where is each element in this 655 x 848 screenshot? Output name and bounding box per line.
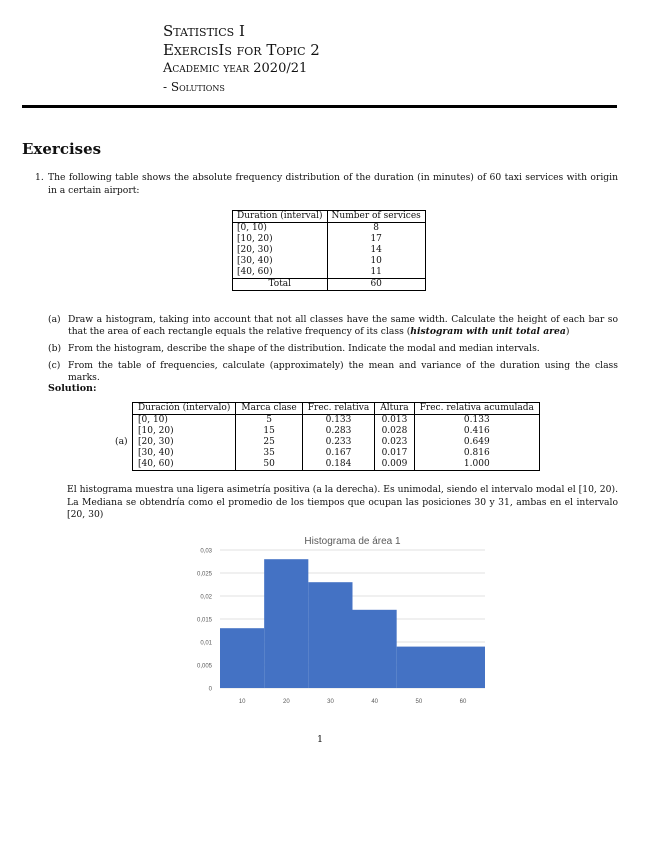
histogram-bar xyxy=(308,582,352,688)
histogram-bar xyxy=(397,647,485,688)
x-tick-label: 10 xyxy=(238,699,246,705)
histogram-bar xyxy=(220,628,264,688)
y-tick-label: 0,015 xyxy=(196,617,212,624)
histogram-chart xyxy=(190,530,500,710)
exercise-1-text: The following table shows the absolute frequency distribution of the duration (in minutes) of 60 taxi services with origin in a certain airport: xyxy=(48,172,618,196)
table-row xyxy=(133,437,540,448)
sol-cell: 0.649 xyxy=(414,437,539,448)
total-row xyxy=(233,279,426,291)
freq-interval: [20, 30) xyxy=(233,245,328,256)
sol-header-interval: Duración (intervalo) xyxy=(133,403,236,415)
list-item xyxy=(48,360,618,384)
sol-cell: 0.167 xyxy=(302,448,374,459)
x-tick-label: 40 xyxy=(371,699,379,705)
freq-header-services: Number of services xyxy=(327,211,425,223)
x-tick-label: 60 xyxy=(459,699,467,705)
table-row xyxy=(133,426,540,437)
sol-cell: 50 xyxy=(236,459,302,471)
solution-table xyxy=(132,402,540,471)
histogram-bar xyxy=(264,559,308,688)
solution-heading: Solution: xyxy=(48,383,97,394)
sol-header-height: Altura xyxy=(375,403,414,415)
table-row xyxy=(133,448,540,459)
sol-cell: 35 xyxy=(236,448,302,459)
list-item xyxy=(48,314,618,338)
table-row xyxy=(233,223,426,235)
sol-cell: [30, 40) xyxy=(133,448,236,459)
header-rule xyxy=(22,105,617,108)
sol-header-cum-freq: Frec. relativa acumulada xyxy=(414,403,539,415)
section-title: Exercises xyxy=(22,140,102,158)
freq-count: 11 xyxy=(327,267,425,279)
total-label: Total xyxy=(233,279,328,291)
chart-title: Histograma de área 1 xyxy=(304,536,401,547)
y-tick-label: 0,01 xyxy=(200,640,212,647)
exercise-number: 1. xyxy=(35,172,44,183)
sol-cell: 15 xyxy=(236,426,302,437)
item-label: (a) xyxy=(48,314,61,325)
table-row xyxy=(233,234,426,245)
table-row xyxy=(133,415,540,427)
course-title: Statistics I xyxy=(163,22,245,40)
sol-cell: 0.013 xyxy=(375,415,414,427)
y-tick-label: 0,005 xyxy=(196,663,212,670)
sol-cell: 1.000 xyxy=(414,459,539,471)
freq-interval: [0, 10) xyxy=(233,223,328,235)
frequency-table xyxy=(232,210,426,291)
freq-count: 8 xyxy=(327,223,425,235)
y-tick-label: 0,025 xyxy=(196,571,212,578)
sol-cell: [10, 20) xyxy=(133,426,236,437)
item-text: From the table of frequencies, calculate (approximately) the mean and variance of the duration using the class marks. xyxy=(68,360,618,383)
freq-interval: [40, 60) xyxy=(233,267,328,279)
y-tick-label: 0 xyxy=(208,686,212,693)
sol-cell: [40, 60) xyxy=(133,459,236,471)
item-text: From the histogram, describe the shape of the distribution. Indicate the modal and median intervals. xyxy=(68,343,540,354)
item-label: (b) xyxy=(48,343,62,354)
sol-header-class-mark: Marca clase xyxy=(236,403,302,415)
sol-cell: 5 xyxy=(236,415,302,427)
freq-count: 10 xyxy=(327,256,425,267)
table-row xyxy=(233,256,426,267)
exercise-1-intro xyxy=(35,172,618,197)
freq-header-duration: Duration (interval) xyxy=(233,211,328,223)
solution-part-label: (a) xyxy=(115,436,128,447)
exercise-set-title: ExercisIs for Topic 2 xyxy=(163,41,320,59)
sol-cell: [20, 30) xyxy=(133,437,236,448)
item-emphasis: histogram with unit total area xyxy=(410,326,566,337)
solution-paragraph: El histograma muestra una ligera asimetría positiva (a la derecha). Es unimodal, siendo el intervalo modal el [10, 20). La Mediana se obtendría como el promedio de los tiempos que ocupan las posiciones 30 y 31, ambas en el intervalo [20, 30) xyxy=(67,484,618,520)
freq-count: 14 xyxy=(327,245,425,256)
academic-year: Academic year 2020/21 xyxy=(163,61,308,76)
item-text: Draw a histogram, taking into account that not all classes have the same width. Calculate the height of each bar so that the area of each rectangle equals the relative frequency of its class ( xyxy=(68,314,618,337)
page-number: 1 xyxy=(316,734,324,745)
exercise-items xyxy=(48,314,618,389)
sol-cell: 0.816 xyxy=(414,448,539,459)
table-row xyxy=(233,245,426,256)
sol-cell: 0.023 xyxy=(375,437,414,448)
sol-cell: 0.017 xyxy=(375,448,414,459)
freq-interval: [30, 40) xyxy=(233,256,328,267)
freq-interval: [10, 20) xyxy=(233,234,328,245)
x-tick-label: 50 xyxy=(415,699,423,705)
sol-cell: 0.133 xyxy=(414,415,539,427)
freq-count: 17 xyxy=(327,234,425,245)
histogram-bar xyxy=(353,610,397,688)
total-value: 60 xyxy=(327,279,425,291)
sol-cell: [0, 10) xyxy=(133,415,236,427)
x-tick-label: 20 xyxy=(282,699,290,705)
list-item xyxy=(48,343,618,355)
sol-header-rel-freq: Frec. relativa xyxy=(302,403,374,415)
sol-cell: 0.184 xyxy=(302,459,374,471)
x-tick-label: 30 xyxy=(327,699,334,705)
document-header xyxy=(163,22,320,97)
solutions-label: - Solutions xyxy=(163,80,225,94)
y-tick-label: 0,03 xyxy=(200,548,212,555)
sol-cell: 0.009 xyxy=(375,459,414,471)
table-row xyxy=(133,459,540,471)
item-text-after: ) xyxy=(565,326,570,337)
sol-cell: 25 xyxy=(236,437,302,448)
item-label: (c) xyxy=(48,360,61,371)
y-tick-label: 0,02 xyxy=(200,594,212,601)
sol-cell: 0.233 xyxy=(302,437,374,448)
sol-cell: 0.416 xyxy=(414,426,539,437)
sol-cell: 0.283 xyxy=(302,426,374,437)
table-row xyxy=(233,267,426,279)
sol-cell: 0.133 xyxy=(302,415,374,427)
sol-cell: 0.028 xyxy=(375,426,414,437)
